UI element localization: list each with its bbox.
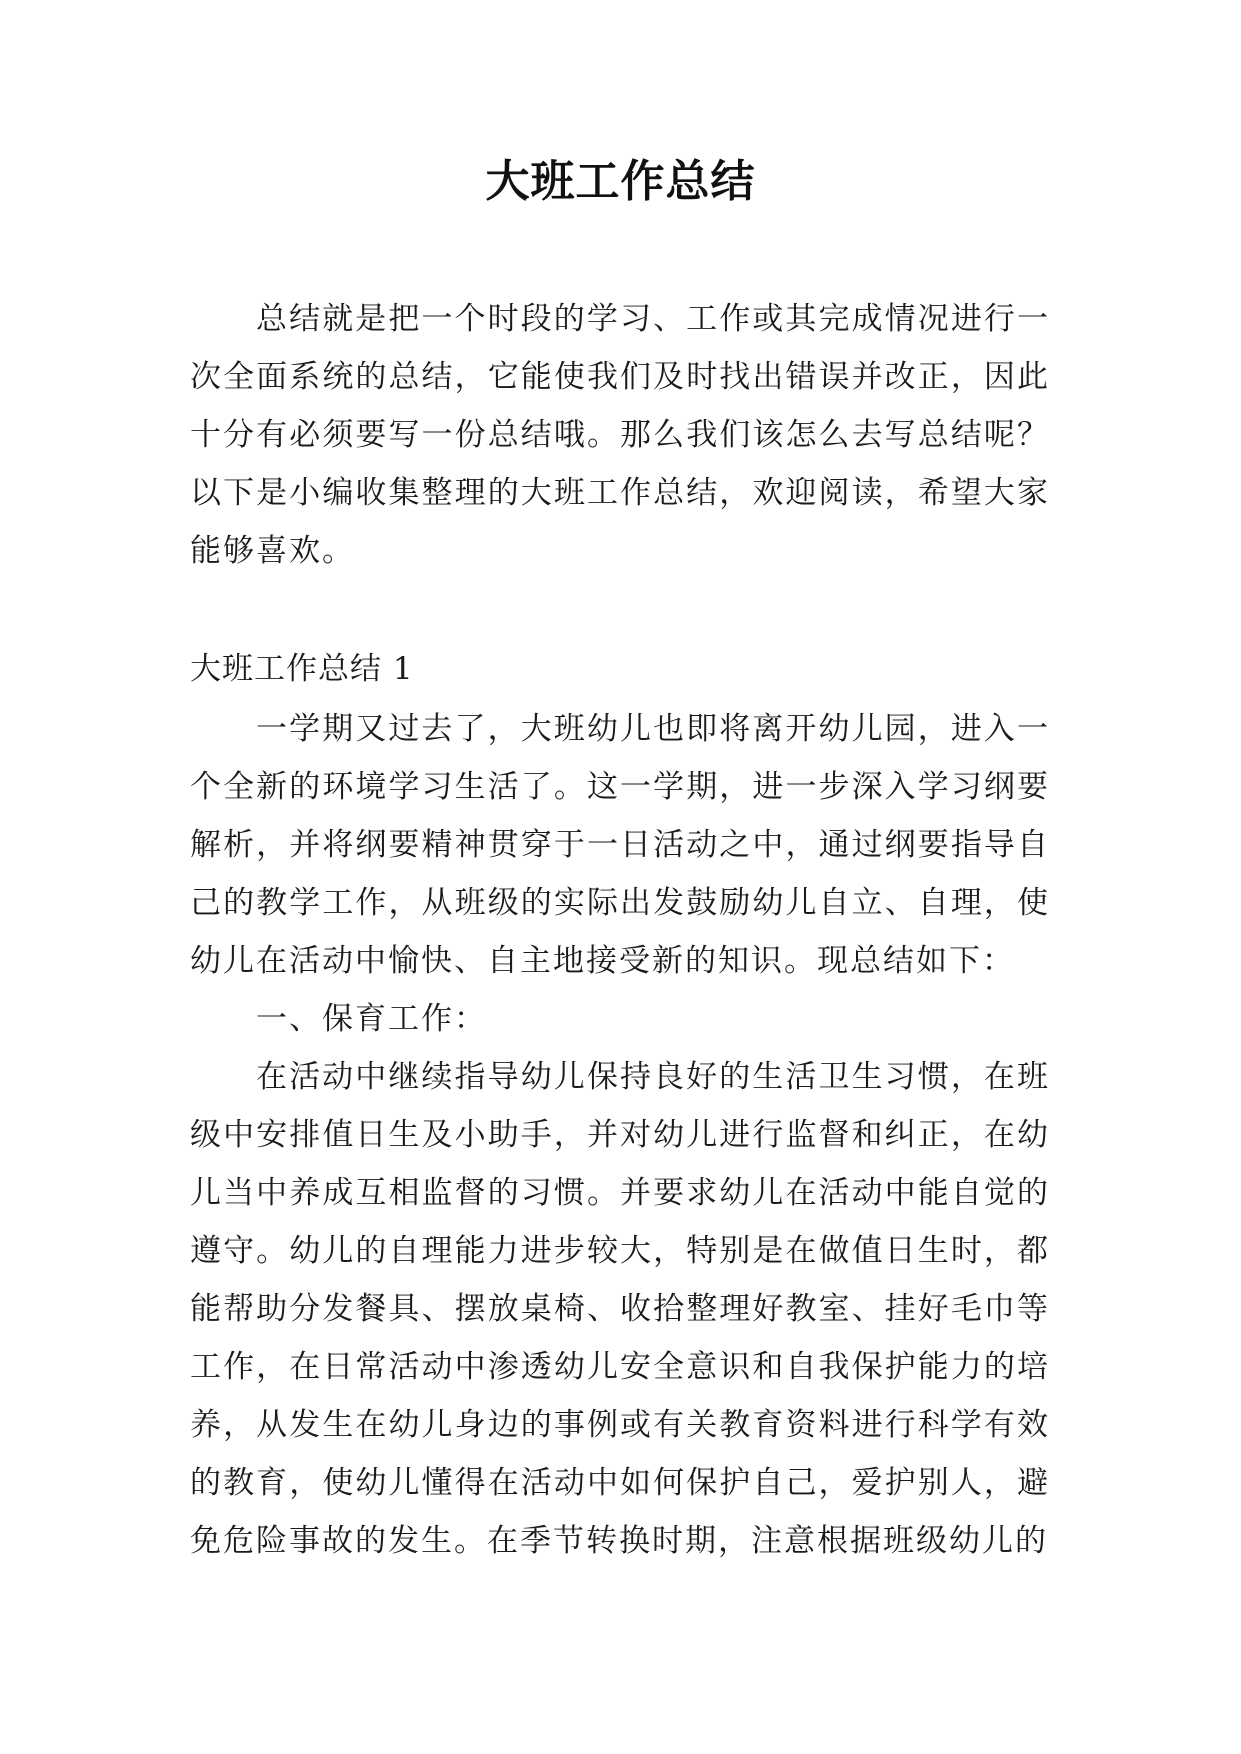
intro-paragraph [190, 290, 1050, 580]
care-subheading: 一、保育工作： [256, 1001, 487, 1037]
care-paragraph [190, 1048, 1050, 1570]
section-paragraph [190, 700, 1050, 990]
care-paragraph-text: 在活动中继续指导幼儿保持良好的生活卫生习惯，在班级中安排值日生及小助手，并对幼儿进行监督和纠正，在幼儿当中养成互相监督的习惯。并要求幼儿在活动中能自觉的遵守。幼儿的自理能力进步较大，特别是在做值日生时，都能帮助分发餐具、摆放桌椅、收拾整理好教室、挂好毛巾等工作，在日常活动中渗透幼儿安全意识和自我保护能力的培养，从发生在幼儿身边的事例或有关教育资料进行科学有效的教育，使幼儿懂得在活动中如何保护自己，爱护别人，避免危险事故的发生。在季节转换时期，注意根据班级幼儿的 [190, 1059, 1050, 1559]
page-title: 大班工作总结 [485, 156, 756, 207]
section-heading: 大班工作总结 1 [190, 651, 414, 687]
section-paragraph-text: 一学期又过去了，大班幼儿也即将离开幼儿园，进入一个全新的环境学习生活了。这一学期，进一步深入学习纲要解析，并将纲要精神贯穿于一日活动之中，通过纲要指导自己的教学工作，从班级的实际出发鼓励幼儿自立、自理，使幼儿在活动中愉快、自主地接受新的知识。现总结如下： [190, 711, 1050, 979]
intro-text: 总结就是把一个时段的学习、工作或其完成情况进行一次全面系统的总结，它能使我们及时找出错误并改正，因此十分有必须要写一份总结哦。那么我们该怎么去写总结呢？以下是小编收集整理的大班工作总结，欢迎阅读，希望大家能够喜欢。 [190, 301, 1050, 569]
